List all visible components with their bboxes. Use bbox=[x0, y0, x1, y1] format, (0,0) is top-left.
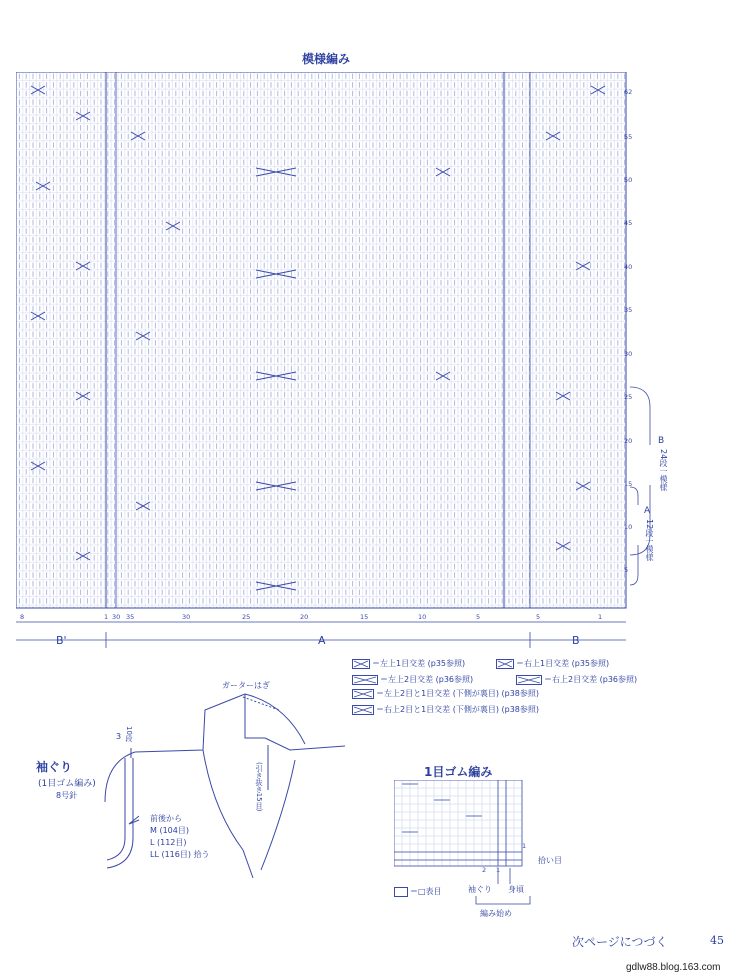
column-number: 25 bbox=[242, 613, 251, 621]
bracket-a-label: A bbox=[644, 506, 651, 516]
row-number: 50 bbox=[624, 176, 633, 184]
next-page-note: 次ページにつづく bbox=[572, 935, 668, 949]
cross-left-2-1-icon bbox=[352, 689, 374, 699]
pickup-side-text: (引き抜き15目) bbox=[255, 762, 263, 812]
armhole-title: 袖ぐり bbox=[36, 760, 73, 774]
cross-right-2-icon bbox=[516, 675, 542, 685]
row-number: 5 bbox=[624, 566, 629, 574]
row-number: 45 bbox=[624, 219, 633, 227]
pickup-stitch-label: 拾い目 bbox=[538, 856, 562, 865]
rib-chart bbox=[394, 780, 534, 880]
legend-text: ＝左上2目と1目交差 (下側が裏目) (p38参照) bbox=[376, 689, 540, 698]
section-a: A bbox=[318, 634, 326, 647]
section-b-prime: B' bbox=[56, 634, 67, 647]
armhole-subtitle: (1目ゴム編み) bbox=[38, 779, 96, 789]
legend-item bbox=[352, 704, 539, 715]
row-number: 35 bbox=[624, 306, 633, 314]
rows-label: 10段 bbox=[125, 726, 133, 742]
chart-title: 模様編み bbox=[302, 52, 351, 66]
repeat-brackets bbox=[628, 385, 678, 600]
legend-item bbox=[352, 658, 465, 669]
row-number: 10 bbox=[624, 523, 633, 531]
legend-item bbox=[352, 674, 473, 685]
rib-arrows bbox=[472, 866, 542, 910]
cross-right-1-icon bbox=[496, 659, 514, 669]
column-number: 30 bbox=[112, 613, 121, 621]
row-number: 40 bbox=[624, 263, 633, 271]
legend-text: ＝左上1目交差 (p35参照) bbox=[372, 659, 466, 668]
column-number: 1 bbox=[598, 613, 603, 621]
watermark-text: gdlw88.blog.163.com bbox=[626, 962, 721, 973]
column-number: 10 bbox=[418, 613, 427, 621]
rib-chart-title: 1目ゴム編み bbox=[424, 765, 493, 779]
cross-left-1-icon bbox=[352, 659, 370, 669]
row-number: 20 bbox=[624, 437, 633, 445]
size-m: M (104目) bbox=[150, 826, 189, 835]
legend-item bbox=[352, 688, 539, 699]
legend-text: ＝右上2目と1目交差 (下側が裏目) (p38参照) bbox=[376, 705, 540, 714]
armhole-band-diagram bbox=[95, 748, 150, 878]
bracket-a-detail: 12段一模様 bbox=[645, 519, 654, 562]
row-number: 62 bbox=[624, 88, 633, 96]
garter-seam-label: ガーターはぎ bbox=[222, 681, 270, 690]
row-number: 15 bbox=[624, 480, 633, 488]
pickup-from: 前後から bbox=[150, 814, 182, 823]
legend-item bbox=[516, 674, 637, 685]
cross-right-2-1-icon bbox=[352, 705, 374, 715]
size-l: L (112目) bbox=[150, 838, 187, 847]
row-number: 30 bbox=[624, 350, 633, 358]
column-number: 8 bbox=[20, 613, 25, 621]
column-number: 5 bbox=[536, 613, 541, 621]
size-ll: LL (116目) 拾う bbox=[150, 850, 210, 859]
cross-left-2-icon bbox=[352, 675, 378, 685]
rib-key bbox=[394, 886, 442, 897]
row-number: 25 bbox=[624, 393, 633, 401]
legend-text: ＝左上2目交差 (p36参照) bbox=[380, 675, 474, 684]
column-number: 35 bbox=[126, 613, 135, 621]
column-number: 30 bbox=[182, 613, 191, 621]
knit-stitch-icon bbox=[394, 887, 408, 897]
rib-col-two: 2 bbox=[482, 866, 487, 874]
section-b: B bbox=[572, 634, 580, 647]
column-number: 5 bbox=[476, 613, 481, 621]
column-number: 15 bbox=[360, 613, 369, 621]
column-number: 20 bbox=[300, 613, 309, 621]
start-label: 編み始め bbox=[480, 909, 512, 918]
legend-item bbox=[496, 658, 609, 669]
legend-text: ＝右上2目交差 (p36参照) bbox=[544, 675, 638, 684]
bracket-b-detail: 24段一模様 bbox=[659, 449, 668, 492]
legend-text: ＝右上1目交差 (p35参照) bbox=[516, 659, 610, 668]
rib-key-text: ＝□表目 bbox=[410, 887, 442, 896]
needle-size: 8号針 bbox=[56, 791, 78, 800]
page-number: 45 bbox=[710, 934, 724, 947]
bracket-b-label: B bbox=[658, 436, 665, 446]
body-side-label: 身頃 bbox=[508, 885, 524, 894]
pattern-chart bbox=[16, 72, 634, 624]
rows-count: 3 bbox=[116, 732, 122, 741]
row-number: 55 bbox=[624, 133, 633, 141]
rib-col-one: 1 bbox=[496, 866, 501, 874]
rib-row-one: 1 bbox=[522, 842, 527, 850]
armhole-side-label: 袖ぐり bbox=[468, 885, 492, 894]
column-number: 1 bbox=[104, 613, 109, 621]
